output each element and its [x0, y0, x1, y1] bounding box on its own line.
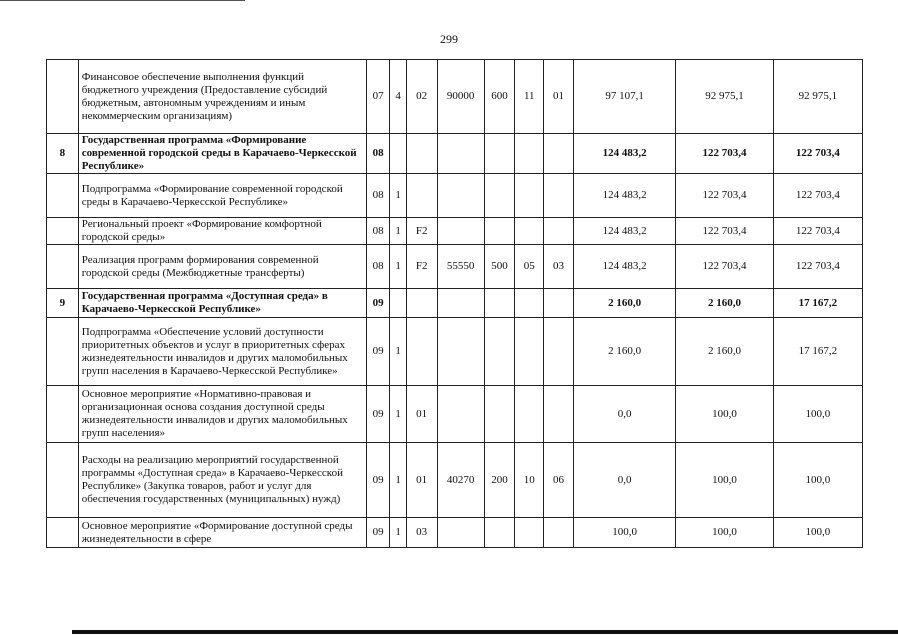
value-year-3: 122 703,4: [773, 174, 862, 218]
value-year-3: 92 975,1: [773, 60, 862, 134]
row-number: [47, 518, 79, 548]
table-row: [47, 518, 863, 548]
row-name: Государственная программа «Доступная среда» в Карачаево-Черкесской Республике»: [78, 289, 366, 318]
code-section: 09: [366, 289, 390, 318]
table-row: [47, 218, 863, 245]
value-year-3: 17 167,2: [773, 289, 862, 318]
table-row: [47, 443, 863, 518]
value-year-3: 122 703,4: [773, 218, 862, 245]
table-row: [47, 245, 863, 289]
value-year-3: 100,0: [773, 443, 862, 518]
value-year-1: 124 483,2: [573, 134, 676, 174]
value-year-3: 122 703,4: [773, 134, 862, 174]
code-event: 03: [406, 518, 437, 548]
value-year-2: 2 160,0: [676, 289, 773, 318]
row-number: 9: [47, 289, 79, 318]
code-direction: [437, 386, 484, 443]
code-expense-type: [484, 386, 515, 443]
code-subsection: 06: [544, 443, 574, 518]
row-number: [47, 443, 79, 518]
code-event: 01: [406, 386, 437, 443]
budget-table: [46, 59, 863, 548]
code-subsection: [544, 518, 574, 548]
row-number: [47, 218, 79, 245]
code-chapter: [515, 218, 544, 245]
row-number: [47, 318, 79, 386]
row-name: Основное мероприятие «Нормативно-правовая и организационная основа создания доступной среды жизнедеятельности инвалидов и других маломобильных групп населения»: [78, 386, 366, 443]
row-name: Региональный проект «Формирование комфортной городской среды»: [78, 218, 366, 245]
code-expense-type: 500: [484, 245, 515, 289]
code-section: 08: [366, 174, 390, 218]
code-event: [406, 174, 437, 218]
code-event: [406, 134, 437, 174]
code-expense-type: [484, 289, 515, 318]
code-direction: [437, 174, 484, 218]
table-row: [47, 386, 863, 443]
code-direction: 55550: [437, 245, 484, 289]
row-number: [47, 386, 79, 443]
code-expense-type: [484, 518, 515, 548]
code-event: [406, 318, 437, 386]
code-subsection: [544, 289, 574, 318]
value-year-1: 0,0: [573, 443, 676, 518]
code-subprogram: 1: [390, 386, 406, 443]
page-number: 299: [440, 32, 458, 46]
code-section: 07: [366, 60, 390, 134]
value-year-1: 124 483,2: [573, 245, 676, 289]
row-number: [47, 174, 79, 218]
row-name: Основное мероприятие «Формирование доступной среды жизнедеятельности в сфере: [78, 518, 366, 548]
value-year-2: 92 975,1: [676, 60, 773, 134]
table-row: [47, 134, 863, 174]
value-year-3: 100,0: [773, 386, 862, 443]
row-name: Реализация программ формирования современной городской среды (Межбюджетные трансферты): [78, 245, 366, 289]
code-section: 09: [366, 318, 390, 386]
code-expense-type: [484, 218, 515, 245]
table-row: [47, 289, 863, 318]
row-name: Государственная программа «Формирование современной городской среды в Карачаево-Черкесской Республике»: [78, 134, 366, 174]
value-year-1: 97 107,1: [573, 60, 676, 134]
table-row: [47, 60, 863, 134]
code-event: 01: [406, 443, 437, 518]
value-year-2: 100,0: [676, 518, 773, 548]
code-chapter: [515, 386, 544, 443]
code-chapter: 10: [515, 443, 544, 518]
code-subprogram: 1: [390, 174, 406, 218]
code-chapter: [515, 318, 544, 386]
code-expense-type: [484, 318, 515, 386]
code-subsection: 03: [544, 245, 574, 289]
value-year-2: 100,0: [676, 443, 773, 518]
code-subsection: [544, 218, 574, 245]
code-section: 08: [366, 134, 390, 174]
value-year-3: 17 167,2: [773, 318, 862, 386]
row-name: Финансовое обеспечение выполнения функций бюджетного учреждения (Предоставление субсидий бюджетным, автономным учреждениям и иным некоммерческим организациям): [78, 60, 366, 134]
code-section: 08: [366, 245, 390, 289]
code-subprogram: 1: [390, 443, 406, 518]
row-name: Подпрограмма «Формирование современной городской среды в Карачаево-Черкесской Республике»: [78, 174, 366, 218]
code-section: 09: [366, 386, 390, 443]
value-year-2: 122 703,4: [676, 218, 773, 245]
code-chapter: [515, 174, 544, 218]
code-subprogram: 1: [390, 218, 406, 245]
code-chapter: 05: [515, 245, 544, 289]
row-name: Расходы на реализацию мероприятий государственной программы «Доступная среда» в Карачаево-Черкесской Республике» (Закупка товаров, работ и услуг для обеспечения государственных (муниципальных) нужд): [78, 443, 366, 518]
code-subsection: [544, 174, 574, 218]
code-subsection: [544, 386, 574, 443]
code-expense-type: [484, 174, 515, 218]
row-number: [47, 60, 79, 134]
value-year-2: 122 703,4: [676, 245, 773, 289]
code-chapter: 11: [515, 60, 544, 134]
code-direction: [437, 134, 484, 174]
code-direction: [437, 318, 484, 386]
code-chapter: [515, 289, 544, 318]
code-subprogram: [390, 134, 406, 174]
value-year-1: 2 160,0: [573, 289, 676, 318]
code-subsection: [544, 318, 574, 386]
code-expense-type: 600: [484, 60, 515, 134]
code-direction: 90000: [437, 60, 484, 134]
code-subprogram: 4: [390, 60, 406, 134]
code-event: F2: [406, 218, 437, 245]
row-name: Подпрограмма «Обеспечение условий доступности приоритетных объектов и услуг в приоритетных сферах жизнедеятельности инвалидов и других маломобильных групп населения в Карачаево-Черкесской Республике»: [78, 318, 366, 386]
value-year-1: 2 160,0: [573, 318, 676, 386]
value-year-2: 122 703,4: [676, 174, 773, 218]
code-subsection: 01: [544, 60, 574, 134]
table-row: [47, 318, 863, 386]
row-number: 8: [47, 134, 79, 174]
value-year-3: 100,0: [773, 518, 862, 548]
code-subsection: [544, 134, 574, 174]
table-row: [47, 174, 863, 218]
value-year-1: 124 483,2: [573, 174, 676, 218]
code-event: 02: [406, 60, 437, 134]
code-subprogram: 1: [390, 518, 406, 548]
top-rule: [0, 0, 245, 1]
value-year-2: 2 160,0: [676, 318, 773, 386]
value-year-3: 122 703,4: [773, 245, 862, 289]
code-subprogram: [390, 289, 406, 318]
code-direction: [437, 518, 484, 548]
code-subprogram: 1: [390, 318, 406, 386]
code-expense-type: [484, 134, 515, 174]
code-event: [406, 289, 437, 318]
row-number: [47, 245, 79, 289]
code-direction: 40270: [437, 443, 484, 518]
bottom-rule: [72, 630, 898, 634]
code-section: 09: [366, 518, 390, 548]
code-direction: [437, 289, 484, 318]
value-year-1: 0,0: [573, 386, 676, 443]
value-year-1: 124 483,2: [573, 218, 676, 245]
code-event: F2: [406, 245, 437, 289]
value-year-2: 122 703,4: [676, 134, 773, 174]
code-chapter: [515, 134, 544, 174]
code-section: 08: [366, 218, 390, 245]
code-section: 09: [366, 443, 390, 518]
code-direction: [437, 218, 484, 245]
value-year-2: 100,0: [676, 386, 773, 443]
value-year-1: 100,0: [573, 518, 676, 548]
code-subprogram: 1: [390, 245, 406, 289]
code-expense-type: 200: [484, 443, 515, 518]
code-chapter: [515, 518, 544, 548]
